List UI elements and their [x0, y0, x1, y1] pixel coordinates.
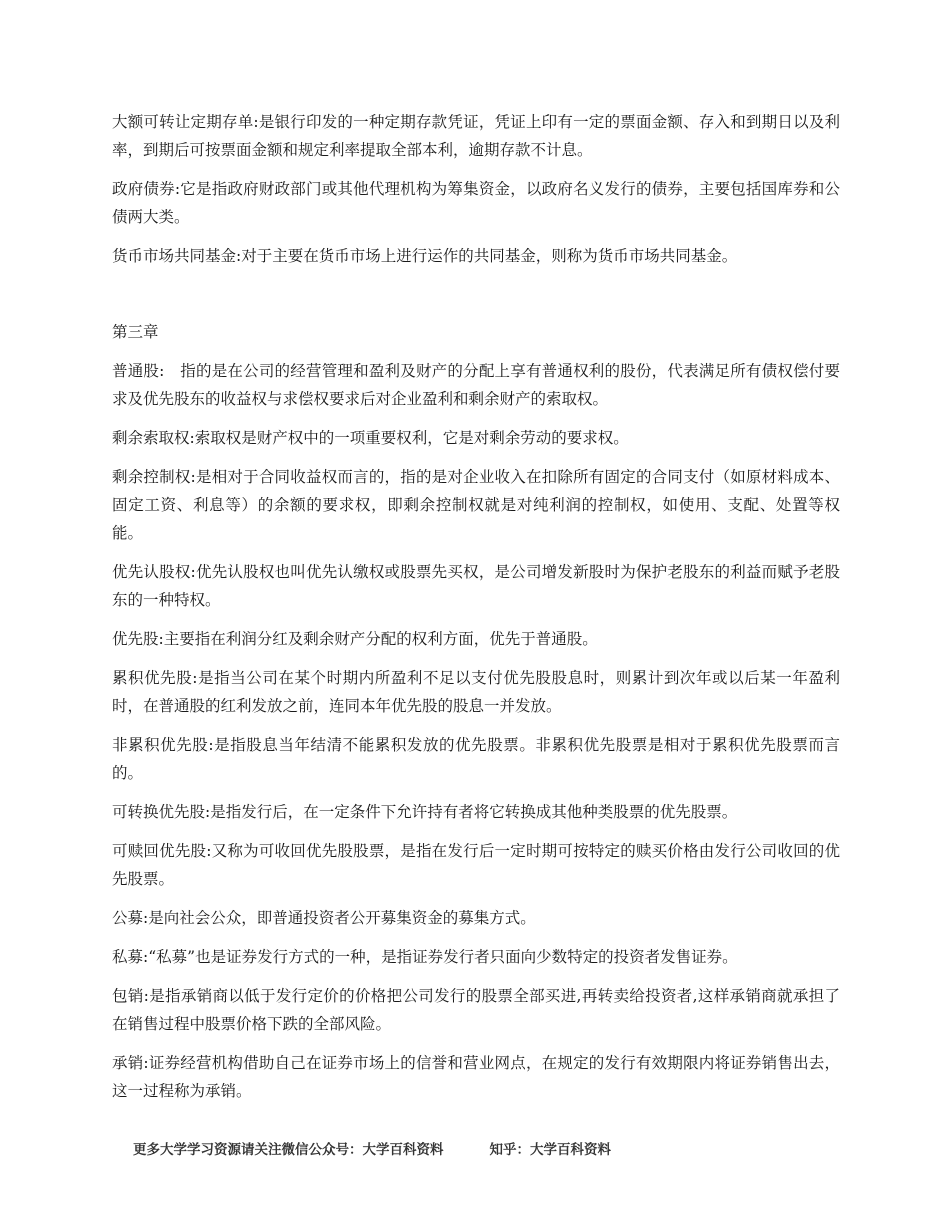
document-body: [112, 108, 840, 1116]
chapter-heading: 第三章: [112, 323, 159, 341]
paragraph-common-stock: 普通股: 指的是在公司的经营管理和盈利及财产的分配上享有普通权利的股份，代表满足所有债权偿付要求及优先股东的收益权与求偿权要求后对企业盈利和剩余财产的索取权。: [112, 362, 840, 408]
paragraph-preemptive-right: 优先认股权:优先认股权也叫优先认缴权或股票先买权，是公司增发新股时为保护老股东的利益而赋予老股东的一种特权。: [112, 563, 840, 609]
paragraph-residual-control: 剩余控制权:是相对于合同收益权而言的，指的是对企业收入在扣除所有固定的合同支付（如原材料成本、固定工资、利息等）的余额的要求权，即剩余控制权就是对纯利润的控制权，如使用、支配、处置等权能。: [112, 468, 840, 542]
paragraph-callable-preferred: 可赎回优先股:又称为可收回优先股股票，是指在发行后一定时期可按特定的赎买价格由发行公司收回的优先股票。: [112, 842, 840, 888]
paragraph-noncumulative-preferred: 非累积优先股:是指股息当年结清不能累积发放的优先股票。非累积优先股票是相对于累积优先股票而言的。: [112, 736, 840, 782]
paragraph-firm-underwriting: 包销:是指承销商以低于发行定价的价格把公司发行的股票全部买进,再转卖给投资者,这样承销商就承担了在销售过程中股票价格下跌的全部风险。: [112, 987, 840, 1033]
paragraph-government-bonds: 政府债券:它是指政府财政部门或其他代理机构为筹集资金，以政府名义发行的债券，主要包括国库券和公债两大类。: [112, 180, 840, 226]
paragraph-large-cd: 大额可转让定期存单:是银行印发的一种定期存款凭证，凭证上印有一定的票面金额、存入和到期日以及利率，到期后可按票面金额和规定利率提取全部本利，逾期存款不计息。: [112, 113, 840, 159]
paragraph-underwriting: 承销:证券经营机构借助自己在证券市场上的信誉和营业网点，在规定的发行有效期限内将证券销售出去，这一过程称为承销。: [112, 1054, 840, 1100]
footer-wechat-note: 更多大学学习资源请关注微信公众号：大学百科资料: [133, 1142, 444, 1158]
page-footer: [133, 1138, 611, 1158]
paragraph-money-market-fund: 货币市场共同基金:对于主要在货币市场上进行运作的共同基金，则称为货币市场共同基金。: [112, 247, 738, 265]
footer-zhihu-note: 知乎：大学百科资料: [489, 1142, 611, 1158]
paragraph-preferred-stock: 优先股:主要指在利润分红及剩余财产分配的权利方面，优先于普通股。: [112, 630, 598, 648]
paragraph-cumulative-preferred: 累积优先股:是指当公司在某个时期内所盈利不足以支付优先股股息时，则累计到次年或以后某一年盈利时，在普通股的红利发放之前，连同本年优先股的股息一并发放。: [112, 669, 840, 715]
paragraph-private-placement: 私募:“私募”也是证券发行方式的一种，是指证券发行者只面向少数特定的投资者发售证券。: [112, 948, 738, 966]
paragraph-residual-claim: 剩余索取权:索取权是财产权中的一项重要权利，它是对剩余劳动的要求权。: [112, 429, 629, 447]
paragraph-convertible-preferred: 可转换优先股:是指发行后，在一定条件下允许持有者将它转换成其他种类股票的优先股票。: [112, 803, 738, 821]
paragraph-public-offering: 公募:是向社会公众，即普通投资者公开募集资金的募集方式。: [112, 909, 536, 927]
